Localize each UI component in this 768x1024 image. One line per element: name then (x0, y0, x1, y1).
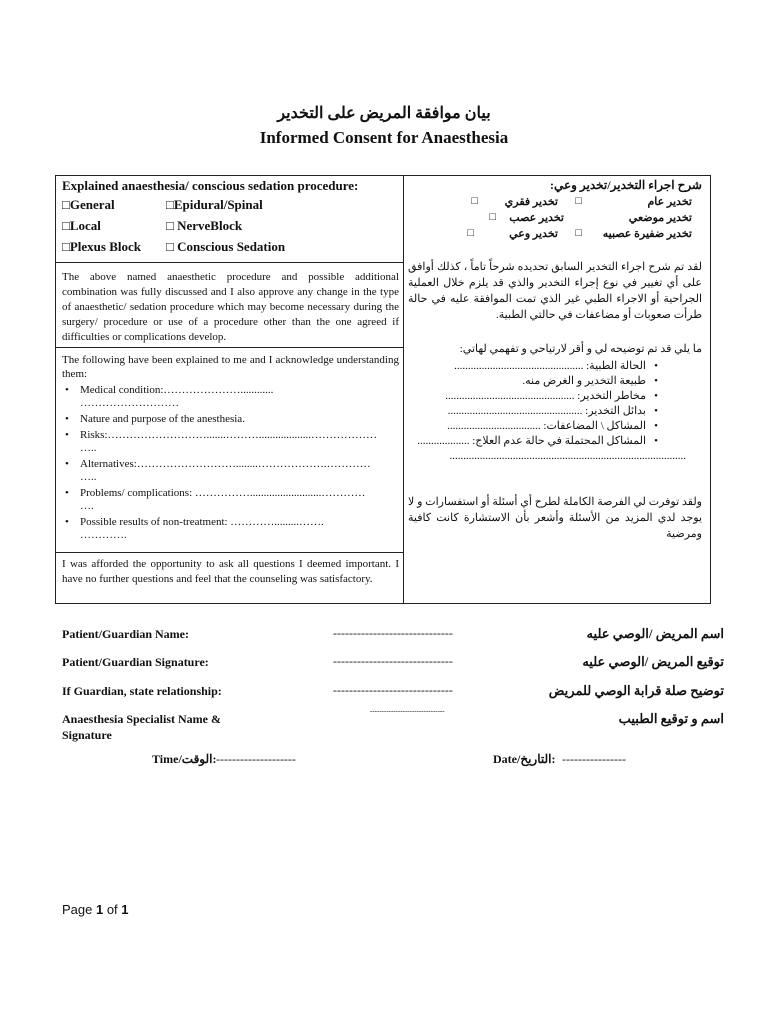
list-item: • Alternatives:………………………........……………….………… ….. (62, 458, 397, 484)
option-spinal-arabic[interactable]: تخدير فقري (504, 196, 558, 208)
option-epidural-spinal[interactable]: □Epidural/Spinal (166, 197, 263, 212)
patient-name-field[interactable]: ------------------------------ (333, 626, 453, 640)
date-field[interactable]: ---------------- (562, 752, 626, 766)
signature-row-signature (0, 654, 768, 676)
explained-list-arabic (410, 359, 702, 464)
divider (56, 347, 403, 348)
time-field[interactable]: -------------------- (216, 752, 296, 766)
option-nerve-block[interactable]: □ NerveBlock (166, 218, 243, 233)
list-item: ...................................................................................... (449, 450, 686, 462)
page-title: Informed Consent for Anaesthesia (259, 128, 509, 147)
time-label: Time/الوقت: (152, 752, 217, 766)
list-item: • الحالة الطبية: ............................................... (410, 359, 702, 374)
option-local[interactable]: □Local (62, 218, 101, 233)
patient-name-label-arabic: اسم المريض /الوصي عليه (586, 626, 724, 641)
english-column (56, 176, 404, 603)
signature-row-name (0, 626, 768, 648)
divider (56, 262, 403, 263)
list-item: • Problems/ complications: ……………..........................………… …. (62, 487, 397, 513)
list-item: • المشاكل \ المضاعفات: .................................. (410, 419, 702, 434)
specialist-field[interactable]: -------------------------------- (370, 707, 445, 715)
list-item: • مخاطر التخدير: ............................................... (410, 389, 702, 404)
option-plexus-block[interactable]: □Plexus Block (62, 239, 141, 254)
list-item: • Possible results of non-treatment: ………….........……. …………. (62, 516, 397, 542)
guardian-relationship-field[interactable]: ------------------------------ (333, 683, 453, 697)
option-conscious-arabic[interactable]: تخدير وعي (509, 228, 558, 240)
procedure-heading-arabic: شرح اجراء التخدير/تخدير وعي: (549, 178, 702, 192)
option-general-arabic[interactable]: تخدير عام (647, 196, 692, 208)
checkbox[interactable]: □ (575, 195, 582, 207)
option-local-arabic[interactable]: تخدير موضعي (628, 212, 692, 224)
option-nerve-arabic[interactable]: تخدير عصب (509, 212, 564, 224)
list-item: • Medical condition:…………………............ ……………………… (62, 384, 397, 410)
arabic-column (404, 176, 710, 603)
consent-table (55, 175, 711, 604)
checkbox[interactable]: □ (575, 227, 582, 239)
divider (56, 552, 403, 553)
patient-signature-label: Patient/Guardian Signature: (62, 655, 209, 669)
patient-signature-label-arabic: توقيع المريض /الوصي عليه (582, 654, 724, 669)
list-item: • طبيعة التخدير و الغرض منه. (410, 374, 702, 389)
list-item: • Nature and purpose of the anesthesia. (62, 413, 397, 426)
approval-paragraph: The above named anaesthetic procedure and possible additional combination was fully discussed and I also approve any change in the type of anaesthetic/ sedation procedure which may become necessary during the surgery/ procedure or use of a procedure other than the one agreed if difficulties or complications develop. (62, 271, 399, 343)
specialist-label-arabic: اسم و توقيع الطبيب (618, 711, 724, 726)
checkbox[interactable]: □ (489, 211, 496, 223)
patient-name-label: Patient/Guardian Name: (62, 627, 189, 641)
list-item: • المشاكل المحتملة في حالة عدم العلاج: ................... (410, 434, 702, 449)
specialist-label: Anaesthesia Specialist Name & Signature (62, 712, 221, 742)
approval-paragraph-arabic: لقد تم شرح اجراء التخدير السابق تحديده شرحاً تاماً ، كذلك أوافق على أي تغيير في نوع إجراء التخدير والذي قد يلزم خلال العملية الجراحية أو الاجراء الطبي غير الذي تمت الموافقة عليه في حالة طرأت صعوبات أو مضاعفات في حالتي الطبية. (408, 261, 702, 321)
option-general[interactable]: □General (62, 197, 115, 212)
list-item: • Risks:……………………….......………...................……………… ….. (62, 429, 397, 455)
signature-row-specialist (0, 707, 768, 745)
signature-row-relationship (0, 683, 768, 705)
guardian-relationship-label: If Guardian, state relationship: (62, 684, 222, 698)
list-item: • بدائل التخدير: ................................................. (410, 404, 702, 419)
option-conscious-sedation[interactable]: □ Conscious Sedation (166, 239, 286, 254)
page-title-arabic: بيان موافقة المريض على التخدير (277, 105, 491, 122)
page-number: Page 1 of 1 (62, 902, 129, 917)
patient-signature-field[interactable]: ------------------------------ (333, 654, 453, 668)
satisfaction-paragraph-arabic: ولقد توفرت لي الفرصة الكاملة لطرح أي أسئلة أو استفسارات و لا يوجد لدي المزيد من الأسئلة وأشعر بأن الاستشارة كانت كافية ومرضية (408, 496, 702, 540)
date-label: Date/التاريخ: (493, 752, 556, 766)
procedure-heading: Explained anaesthesia/ conscious sedation procedure: (62, 178, 359, 193)
option-plexus-arabic[interactable]: تخدير ضفيرة عصبيه (602, 228, 692, 240)
checkbox[interactable]: □ (467, 227, 474, 239)
explained-intro: The following have been explained to me and I acknowledge understanding them: (62, 354, 399, 380)
satisfaction-paragraph: I was afforded the opportunity to ask all questions I deemed important. I have no further questions and feel that the counseling was satisfactory. (62, 558, 399, 585)
explained-intro-arabic: ما يلي قد تم توضيحه لي و أقر لارتياحي و تفهمي لهاتي: (459, 343, 702, 355)
guardian-relationship-label-arabic: توضيح صلة قرابة الوصي للمريض (548, 683, 724, 698)
explained-list (62, 384, 397, 545)
checkbox[interactable]: □ (471, 195, 478, 207)
